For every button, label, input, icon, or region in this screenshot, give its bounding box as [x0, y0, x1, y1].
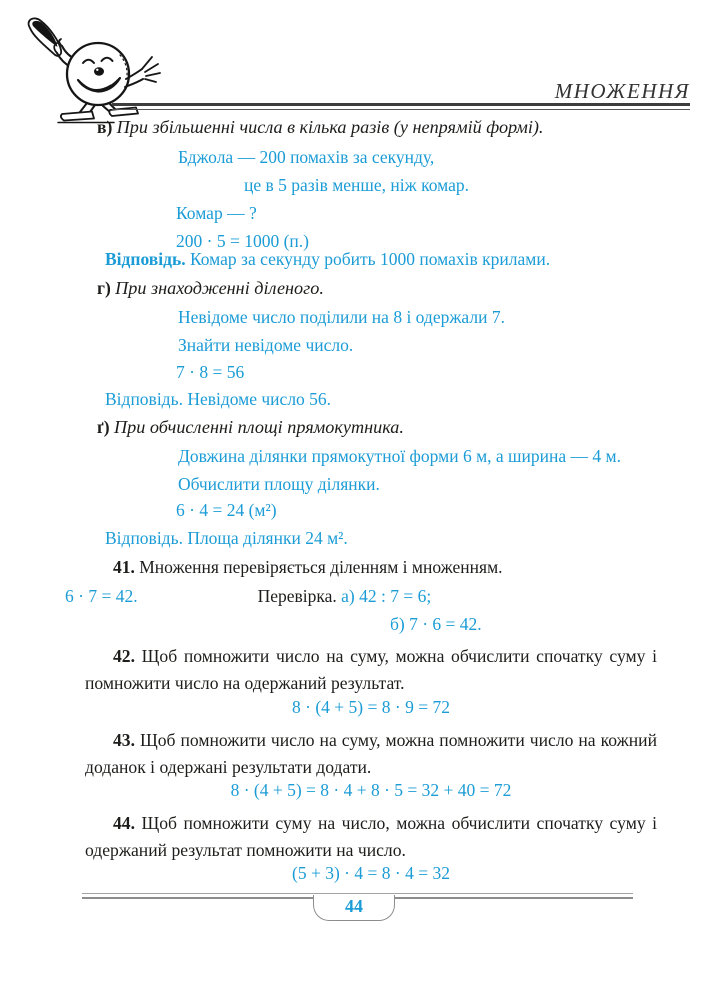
problem-line-length [178, 445, 621, 467]
text-span: 6 · 7 = 42. [65, 586, 138, 606]
check-41-line-b [390, 613, 482, 635]
text-span: Щоб помножити число на суму, можна помножити число на кожний доданок і одержані результати додати. [85, 730, 658, 777]
rule-43 [85, 727, 657, 780]
item-h-heading [97, 277, 324, 299]
text-span: а) 42 : 7 = 6; [341, 586, 432, 606]
text-span: Відповідь. [105, 249, 190, 269]
text-span: 42. [113, 646, 142, 666]
item-g-heading [97, 416, 404, 438]
text-span: в) [97, 117, 117, 137]
problem-line-bee [178, 146, 434, 168]
text-span: 6 · 4 = 24 (м²) [176, 500, 277, 520]
text-span: Щоб помножити суму на число, можна обчислити спочатку суму і одержаний результат помножити на число. [85, 813, 657, 860]
text-span: 200 · 5 = 1000 (п.) [176, 231, 309, 251]
problem-line-mosquito [176, 202, 257, 224]
text-span: Перевірка. [257, 586, 342, 606]
answer-line-2 [105, 388, 331, 410]
footer-rule-thick-left [82, 897, 313, 899]
answer-line-1 [105, 248, 550, 270]
text-span: 8 · (4 + 5) = 8 · 4 + 8 · 5 = 32 + 40 = 72 [230, 780, 512, 800]
footer-rule-thick-right [393, 897, 633, 899]
text-span: (5 + 3) · 4 = 8 · 4 = 32 [292, 863, 450, 883]
problem-line-find [178, 334, 353, 356]
check-41-line-a [65, 585, 431, 607]
solution-line-24 [176, 499, 277, 521]
text-span: Комар за секунду робить 1000 помахів крилами. [189, 249, 551, 269]
rule-42 [85, 643, 657, 696]
text-span: 8 · (4 + 5) = 8 · 9 = 72 [292, 697, 450, 717]
text-span: Знайти невідоме число. [178, 335, 354, 355]
text-span: 43. [113, 730, 140, 750]
equation-43 [85, 779, 657, 801]
header-rule-thin [112, 109, 690, 110]
problem-line-less [244, 174, 469, 196]
page-number: 44 [345, 896, 363, 916]
page-header-title: МНОЖЕННЯ [554, 79, 690, 103]
text-span: 7 · 8 = 56 [176, 362, 245, 382]
text-span: При знаходженні діленого. [115, 278, 324, 298]
text-span: Відповідь. Площа ділянки 24 м². [105, 528, 348, 548]
text-span: Комар — ? [176, 203, 257, 223]
item-v-heading [97, 116, 543, 138]
text-span: г) [97, 278, 116, 298]
text-span: Щоб помножити число на суму, можна обчислити спочатку суму і помножити число на одержаний результат. [85, 646, 657, 693]
text-span: При обчисленні площі прямокутника. [114, 417, 404, 437]
text-span: б) 7 · 6 = 42. [390, 614, 482, 634]
header-rule-thick [112, 103, 690, 106]
equation-42 [85, 696, 657, 718]
text-span: Множення перевіряється діленням і множенням. [139, 557, 503, 577]
rule-41 [113, 556, 503, 578]
rule-44 [85, 810, 657, 863]
text-span: Обчислити площу ділянки. [178, 474, 380, 494]
text-span: Бджола — 200 помахів за секунду, [178, 147, 435, 167]
text-span: При збільшенні числа в кілька разів (у непрямій формі). [116, 117, 544, 137]
text-span: Невідоме число поділили на 8 і одержали 7. [178, 307, 505, 327]
solution-line-56 [176, 361, 244, 383]
text-span: ґ) [97, 417, 115, 437]
text-span: 41. [113, 557, 140, 577]
equation-44 [85, 862, 657, 884]
text-span: 44. [113, 813, 142, 833]
page-number-tab [313, 895, 395, 921]
answer-line-3 [105, 527, 348, 549]
text-span: Довжина ділянки прямокутної форми 6 м, а ширина — 4 м. [178, 446, 621, 466]
text-span: Відповідь. Невідоме число 56. [105, 389, 332, 409]
footer-rule-thin [82, 893, 633, 894]
problem-line-area [178, 473, 380, 495]
text-span: це в 5 разів менше, ніж комар. [244, 175, 469, 195]
problem-line-unknown [178, 306, 505, 328]
